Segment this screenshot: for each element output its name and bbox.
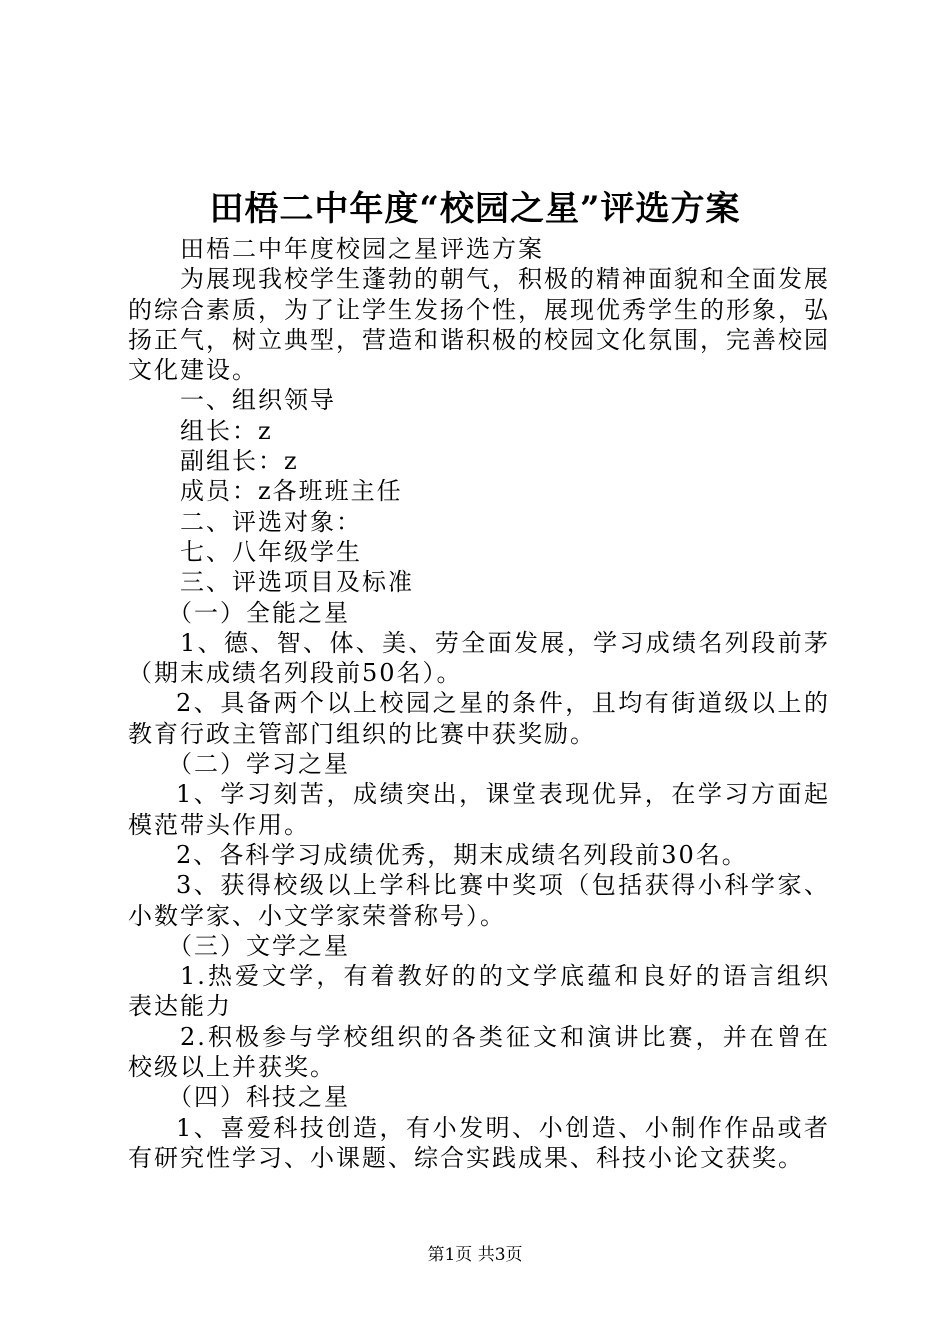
document-body <box>128 234 830 1173</box>
all-round-criterion-2: 2、具备两个以上校园之星的条件，且均有街道级以上的教育行政主管部门组织的比赛中获奖励。 <box>128 689 830 748</box>
section-heading-organization: 一、组织领导 <box>180 386 336 415</box>
section-heading-criteria: 三、评选项目及标准 <box>180 568 414 597</box>
subheading-study-star: （二）学习之星 <box>168 750 350 779</box>
literature-criterion-1: 1.热爱文学，有着教好的的文学底蕴和良好的语言组织表达能力 <box>128 962 830 1021</box>
leader-line: 组长：z <box>180 416 273 445</box>
section-heading-targets: 二、评选对象： <box>180 507 362 536</box>
study-criterion-3: 3、获得校级以上学科比赛中奖项（包括获得小科学家、小数学家、小文学家荣誉称号）。 <box>128 871 830 930</box>
document-title: 田梧二中年度“校园之星”评选方案 <box>209 189 741 229</box>
study-criterion-2: 2、各科学习成绩优秀，期末成绩名列段前30名。 <box>176 840 748 869</box>
intro-paragraph: 为展现我校学生蓬勃的朝气，积极的精神面貌和全面发展的综合素质，为了让学生发扬个性，展现优秀学生的形象，弘扬正气，树立典型，营造和谐积极的校园文化氛围，完善校园文化建设。 <box>128 265 830 385</box>
page-number-footer: 第1页 共3页 <box>427 1245 523 1265</box>
targets-line: 七、八年级学生 <box>180 537 362 566</box>
subheading-technology-star: （四）科技之星 <box>168 1083 350 1112</box>
subtitle-paragraph: 田梧二中年度校园之星评选方案 <box>180 235 544 263</box>
members-line: 成员：z各班班主任 <box>180 477 403 506</box>
subheading-all-round-star: （一）全能之星 <box>168 598 350 627</box>
subheading-literature-star: （三）文学之星 <box>168 931 350 960</box>
deputy-leader-line: 副组长：z <box>180 447 299 476</box>
technology-criterion-1: 1、喜爱科技创造，有小发明、小创造、小制作作品或者有研究性学习、小课题、综合实践成果、科技小论文获奖。 <box>128 1113 830 1172</box>
study-criterion-1: 1、学习刻苦，成绩突出，课堂表现优异，在学习方面起模范带头作用。 <box>128 780 830 839</box>
literature-criterion-2: 2.积极参与学校组织的各类征文和演讲比赛，并在曾在校级以上并获奖。 <box>128 1022 830 1082</box>
all-round-criterion-1: 1、德、智、体、美、劳全面发展，学习成绩名列段前茅（期末成绩名列段前50名）。 <box>128 628 830 688</box>
